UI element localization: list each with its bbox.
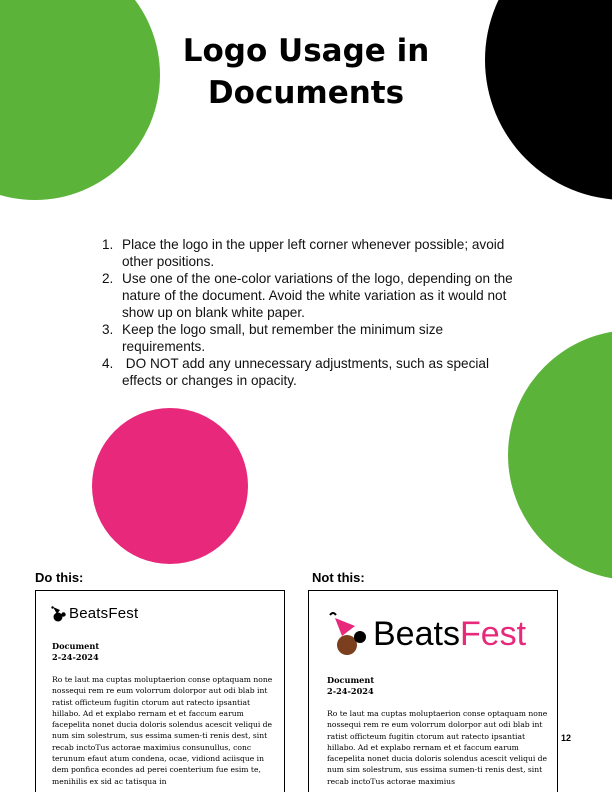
document-body-text: Ro te laut ma cuptas moluptaerion conse optaquam none nossequi rem re eum volorrum dolorpor aut odi blab int ratist officteum fugitin ctorum aut ratecto ipsantiat hillabo. Ad et explabo rernam et et faccum earum facepelita nonet ducia doloris solendus acescit veliqui de num sim solestrum, sus essima sumen-ti renis dest, sint recab inctoTus actorae maximius [327,709,548,786]
rule-number: 4. [102,356,114,371]
document-body-text: Ro te laut ma cuptas moluptaerion conse optaquam none nossequi rem re eum volorrum dolorpor aut odi blab int ratist officteum fugitin ctorum aut ratecto ipsantiat hillabo. Ad et explabo rernam et et faccum earum facepelita nonet ducia doloris solendus acescit veliqui de num sim solestrum, sus essima sumen-ti renis dest, sint recab inctoTus actorae maximius consunullus, conc terunum efaut atum condena, ocae, vidiond aciisque in dem ponfica econdes ad perei coenterium fue esim te, menihilis ex sid ac tatisqua in [52,675,273,786]
document-title: Document [52,641,100,651]
page-title [0,30,612,114]
decorative-pink-circle [92,408,248,564]
rule-number: 1. [102,237,114,252]
rule-text: Use one of the one-color variations of the logo, depending on the nature of the document. Avoid the white variation as it would not show up on blank white paper. [122,271,513,320]
beatsfest-logo-icon [51,606,67,622]
document-title: Document [327,675,375,685]
not-this-label: Not this: [312,570,365,585]
correct-example-document [35,590,285,792]
document-date: 2-24-2024 [327,686,374,696]
rule-item [102,236,522,270]
rule-number: 3. [102,322,114,337]
incorrect-example-document [308,590,558,792]
brand-name: BeatsFest [69,605,139,622]
rule-text: DO NOT add any unnecessary adjustments, such as special effects or changes in opacity. [122,356,493,388]
brand-name [373,616,526,652]
beatsfest-logo-icon [327,611,371,657]
do-this-label: Do this: [35,570,84,585]
rule-item [102,321,522,355]
beatsfest-logo-large [327,611,526,657]
document-date: 2-24-2024 [52,652,99,662]
rule-text: Keep the logo small, but remember the minimum size requirements. [122,322,444,354]
document-meta [52,641,99,663]
document-meta [327,675,374,697]
rule-item [102,270,522,321]
page-title-line-1: Logo Usage in [182,33,430,69]
usage-rules-list [102,236,522,389]
page-number: 12 [561,733,572,743]
rule-item [102,355,522,389]
page-title-line-2: Documents [207,75,405,111]
brand-name-part-2: Fest [459,615,527,653]
rule-text: Place the logo in the upper left corner whenever possible; avoid other positions. [122,237,505,269]
decorative-green-circle-right [508,330,612,580]
rule-number: 2. [102,271,114,286]
brand-name-part-1: Beats [373,615,460,653]
beatsfest-logo-small [51,605,138,622]
